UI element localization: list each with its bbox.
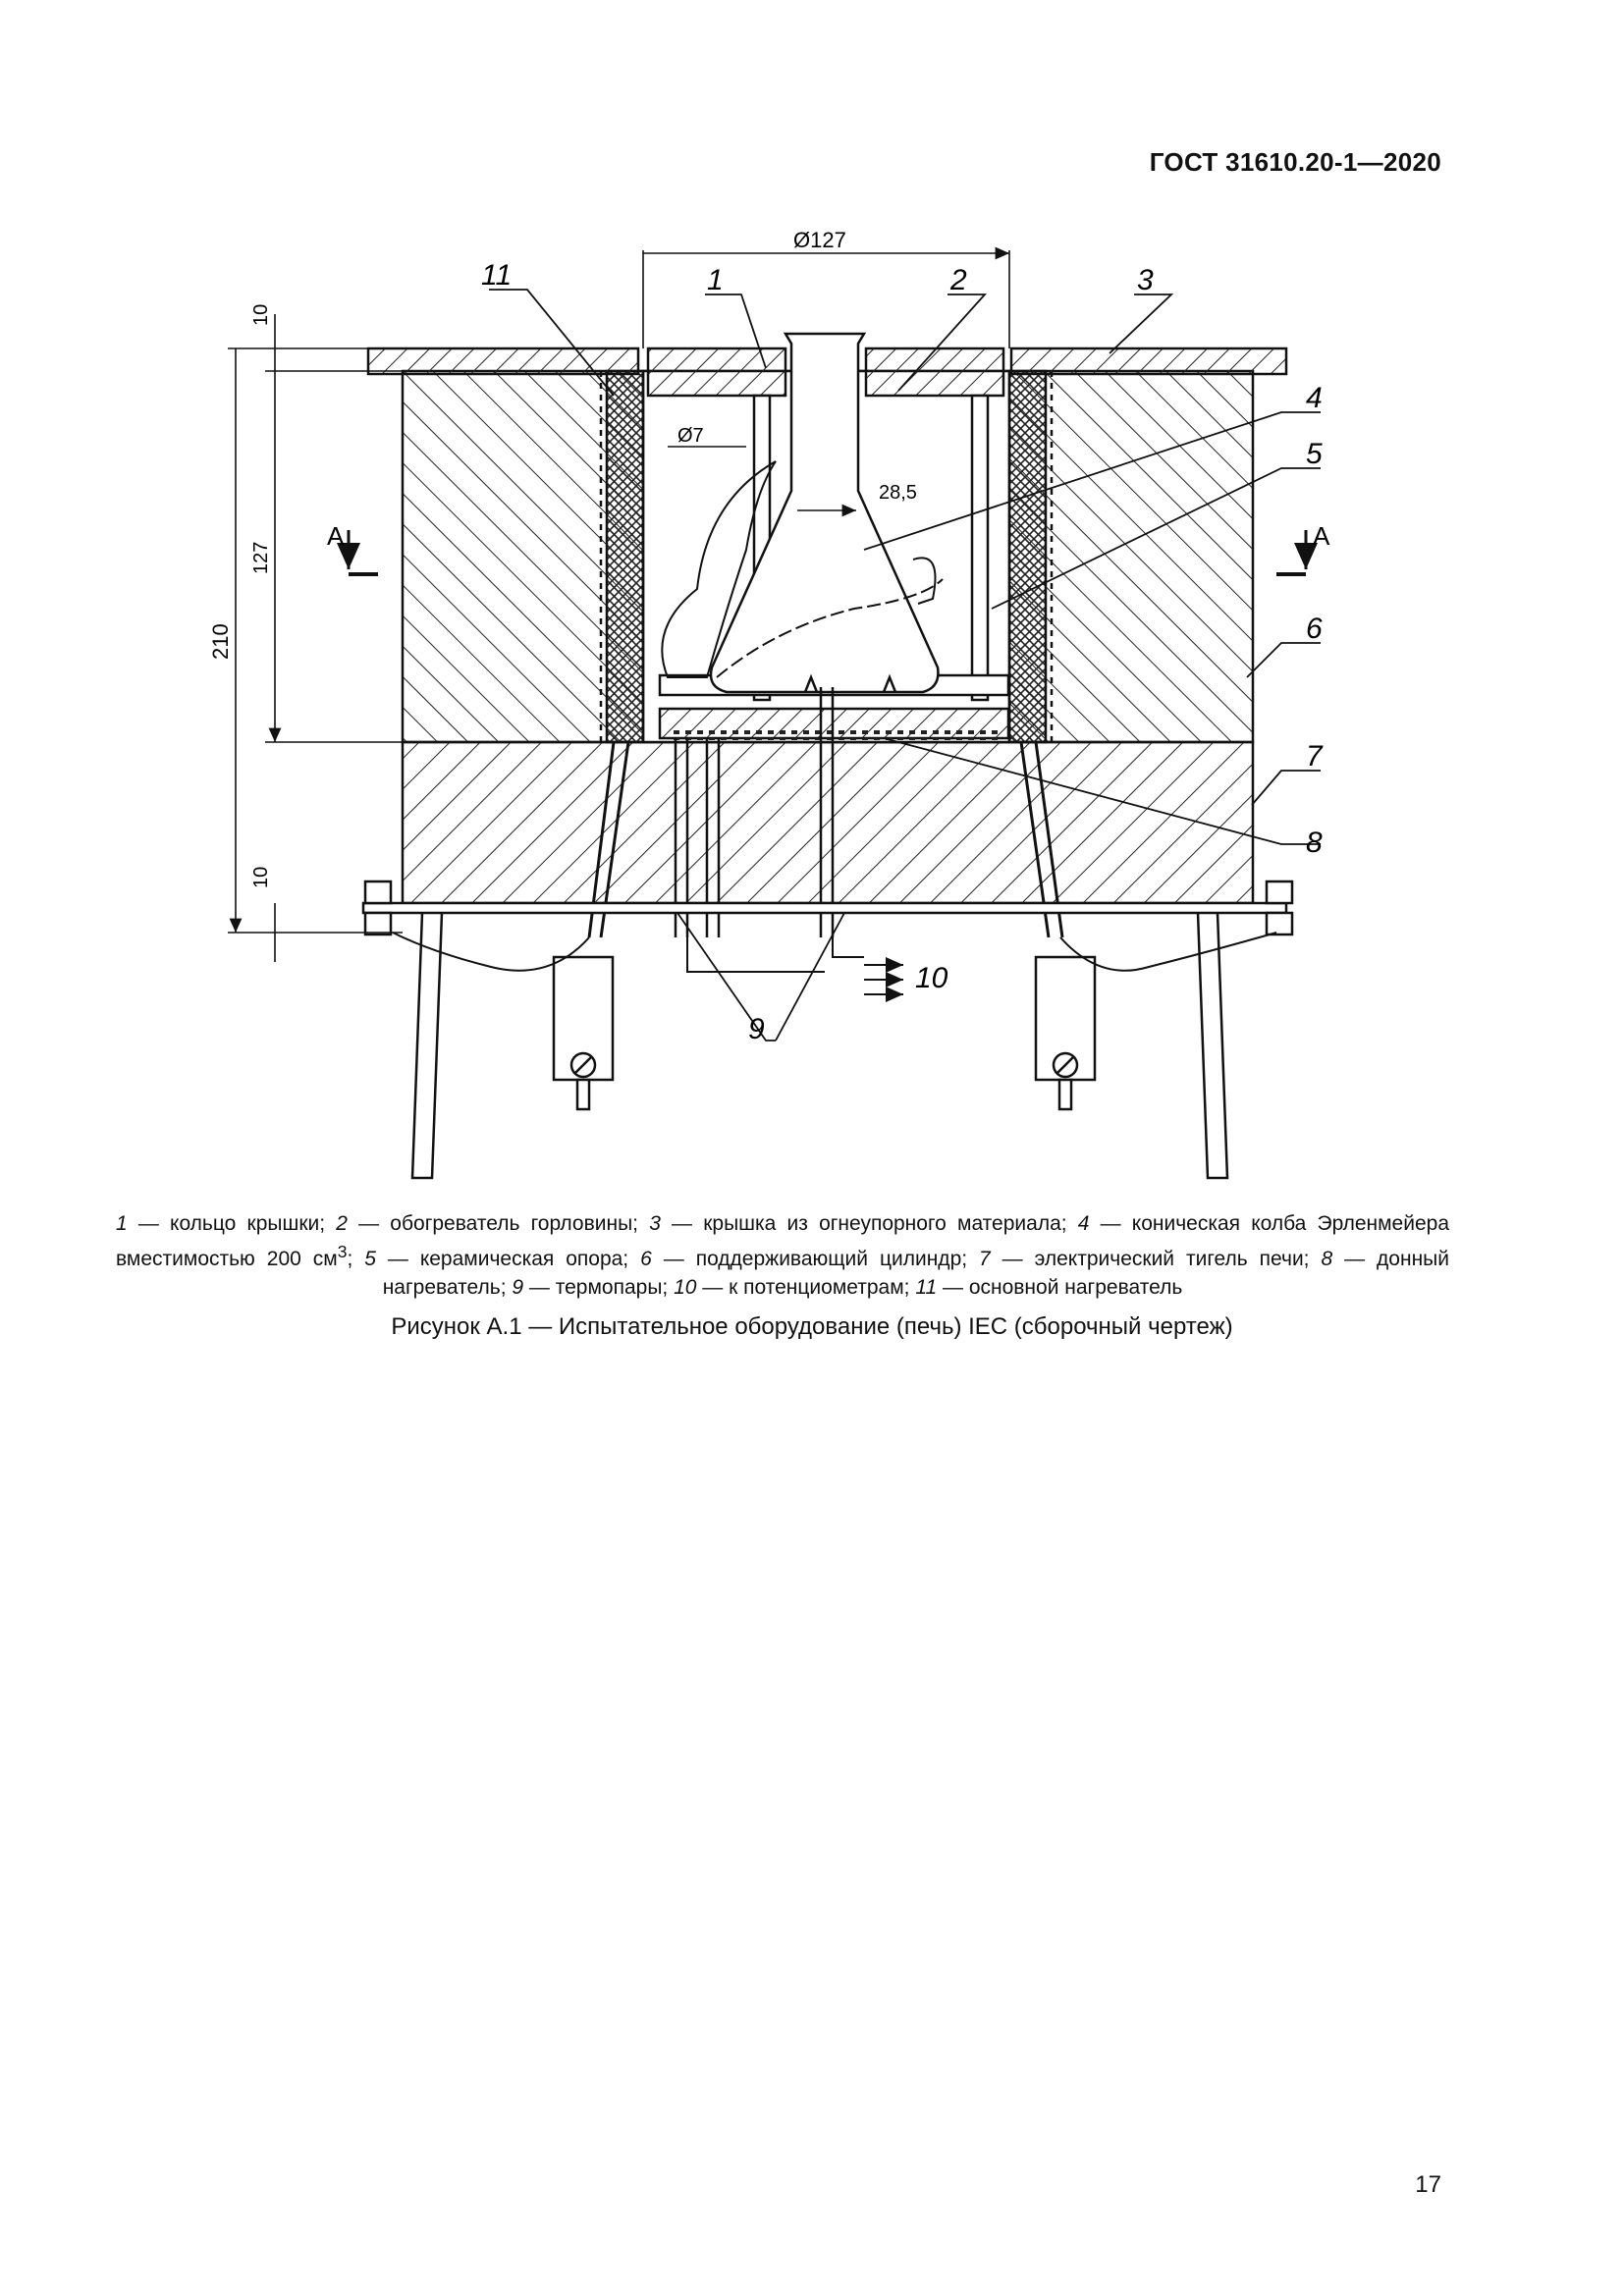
legend-item-text: — керамическая опора; [375, 1248, 641, 1270]
callout-8: 8 [1306, 827, 1323, 859]
dim-diameter-127: Ø127 [793, 228, 846, 252]
legend-item-text: — поддерживающий цилиндр; [651, 1248, 980, 1270]
dim-210: 210 [208, 623, 233, 660]
page-number: 17 [1415, 2171, 1441, 2198]
legend-item-text: — крышка из огнеупорного материала; [660, 1212, 1078, 1235]
legend-superscript: 3 [337, 1242, 348, 1261]
callout-1: 1 [707, 264, 724, 296]
lid-refractory-right [1011, 348, 1286, 374]
legend-item-text: — коническая колба Эрленмейера вместимостью 200 см [116, 1212, 1449, 1270]
legend-item-number: 11 [915, 1276, 938, 1299]
callout-3: 3 [1137, 264, 1154, 296]
legend-item-number: 2 [336, 1212, 348, 1235]
lid-ring-left [648, 348, 785, 396]
legend-item-text: — термопары; [523, 1276, 675, 1299]
figure-caption: Рисунок А.1 — Испытательное оборудование (печь) IEC (сборочный чертеж) [391, 1313, 1233, 1340]
figure-legend [116, 1209, 1449, 1302]
legend-item-number: 8 [1321, 1248, 1333, 1270]
main-heater-left [607, 371, 643, 742]
callout-2: 2 [950, 264, 967, 296]
legend-item-number: 10 [674, 1276, 697, 1299]
lid-refractory-left [368, 348, 638, 374]
callout-7: 7 [1306, 740, 1323, 773]
legend-item-text: — кольцо крышки; [127, 1212, 337, 1235]
dim-28-5: 28,5 [879, 482, 917, 504]
base-plate [363, 903, 1286, 913]
callout-11: 11 [481, 259, 513, 292]
legend-item-text: — к потенциометрам; [696, 1276, 916, 1299]
dim-127: 127 [250, 541, 272, 574]
furnace-assembly-drawing [147, 211, 1424, 1202]
legend-item-number: 4 [1077, 1212, 1090, 1235]
legend-item-number: 9 [512, 1276, 524, 1299]
dim-10-bottom: 10 [250, 866, 272, 888]
legend-item-text: — электрический тигель печи; [990, 1248, 1322, 1270]
legend-item-text: — основной нагреватель [937, 1276, 1183, 1299]
callout-6: 6 [1306, 613, 1323, 645]
terminal-right [1036, 957, 1095, 1080]
legend-item-number: 6 [640, 1248, 652, 1270]
dim-diameter-7: Ø7 [677, 425, 704, 447]
callout-10: 10 [915, 962, 948, 994]
legend-item-text: ; [347, 1248, 365, 1270]
callout-4: 4 [1306, 382, 1323, 414]
section-mark-right: А [1313, 521, 1330, 551]
legend-item-number: 1 [116, 1212, 128, 1235]
lid-ring-right [866, 348, 1003, 396]
callout-5: 5 [1306, 438, 1323, 470]
legend-item-number: 5 [364, 1248, 376, 1270]
legend-item-number: 3 [649, 1212, 661, 1235]
callout-9: 9 [748, 1013, 765, 1045]
terminal-left [554, 957, 613, 1080]
dim-10-top: 10 [250, 303, 272, 326]
legend-item-text: — донный нагреватель; [382, 1248, 1450, 1299]
section-mark-left: А [327, 521, 345, 551]
legend-item-text: — обогреватель горловины; [347, 1212, 650, 1235]
furnace-crucible [403, 742, 1253, 903]
legend-item-number: 7 [979, 1248, 991, 1270]
standard-header: ГОСТ 31610.20-1—2020 [1149, 147, 1441, 177]
main-heater-right [1009, 371, 1046, 742]
